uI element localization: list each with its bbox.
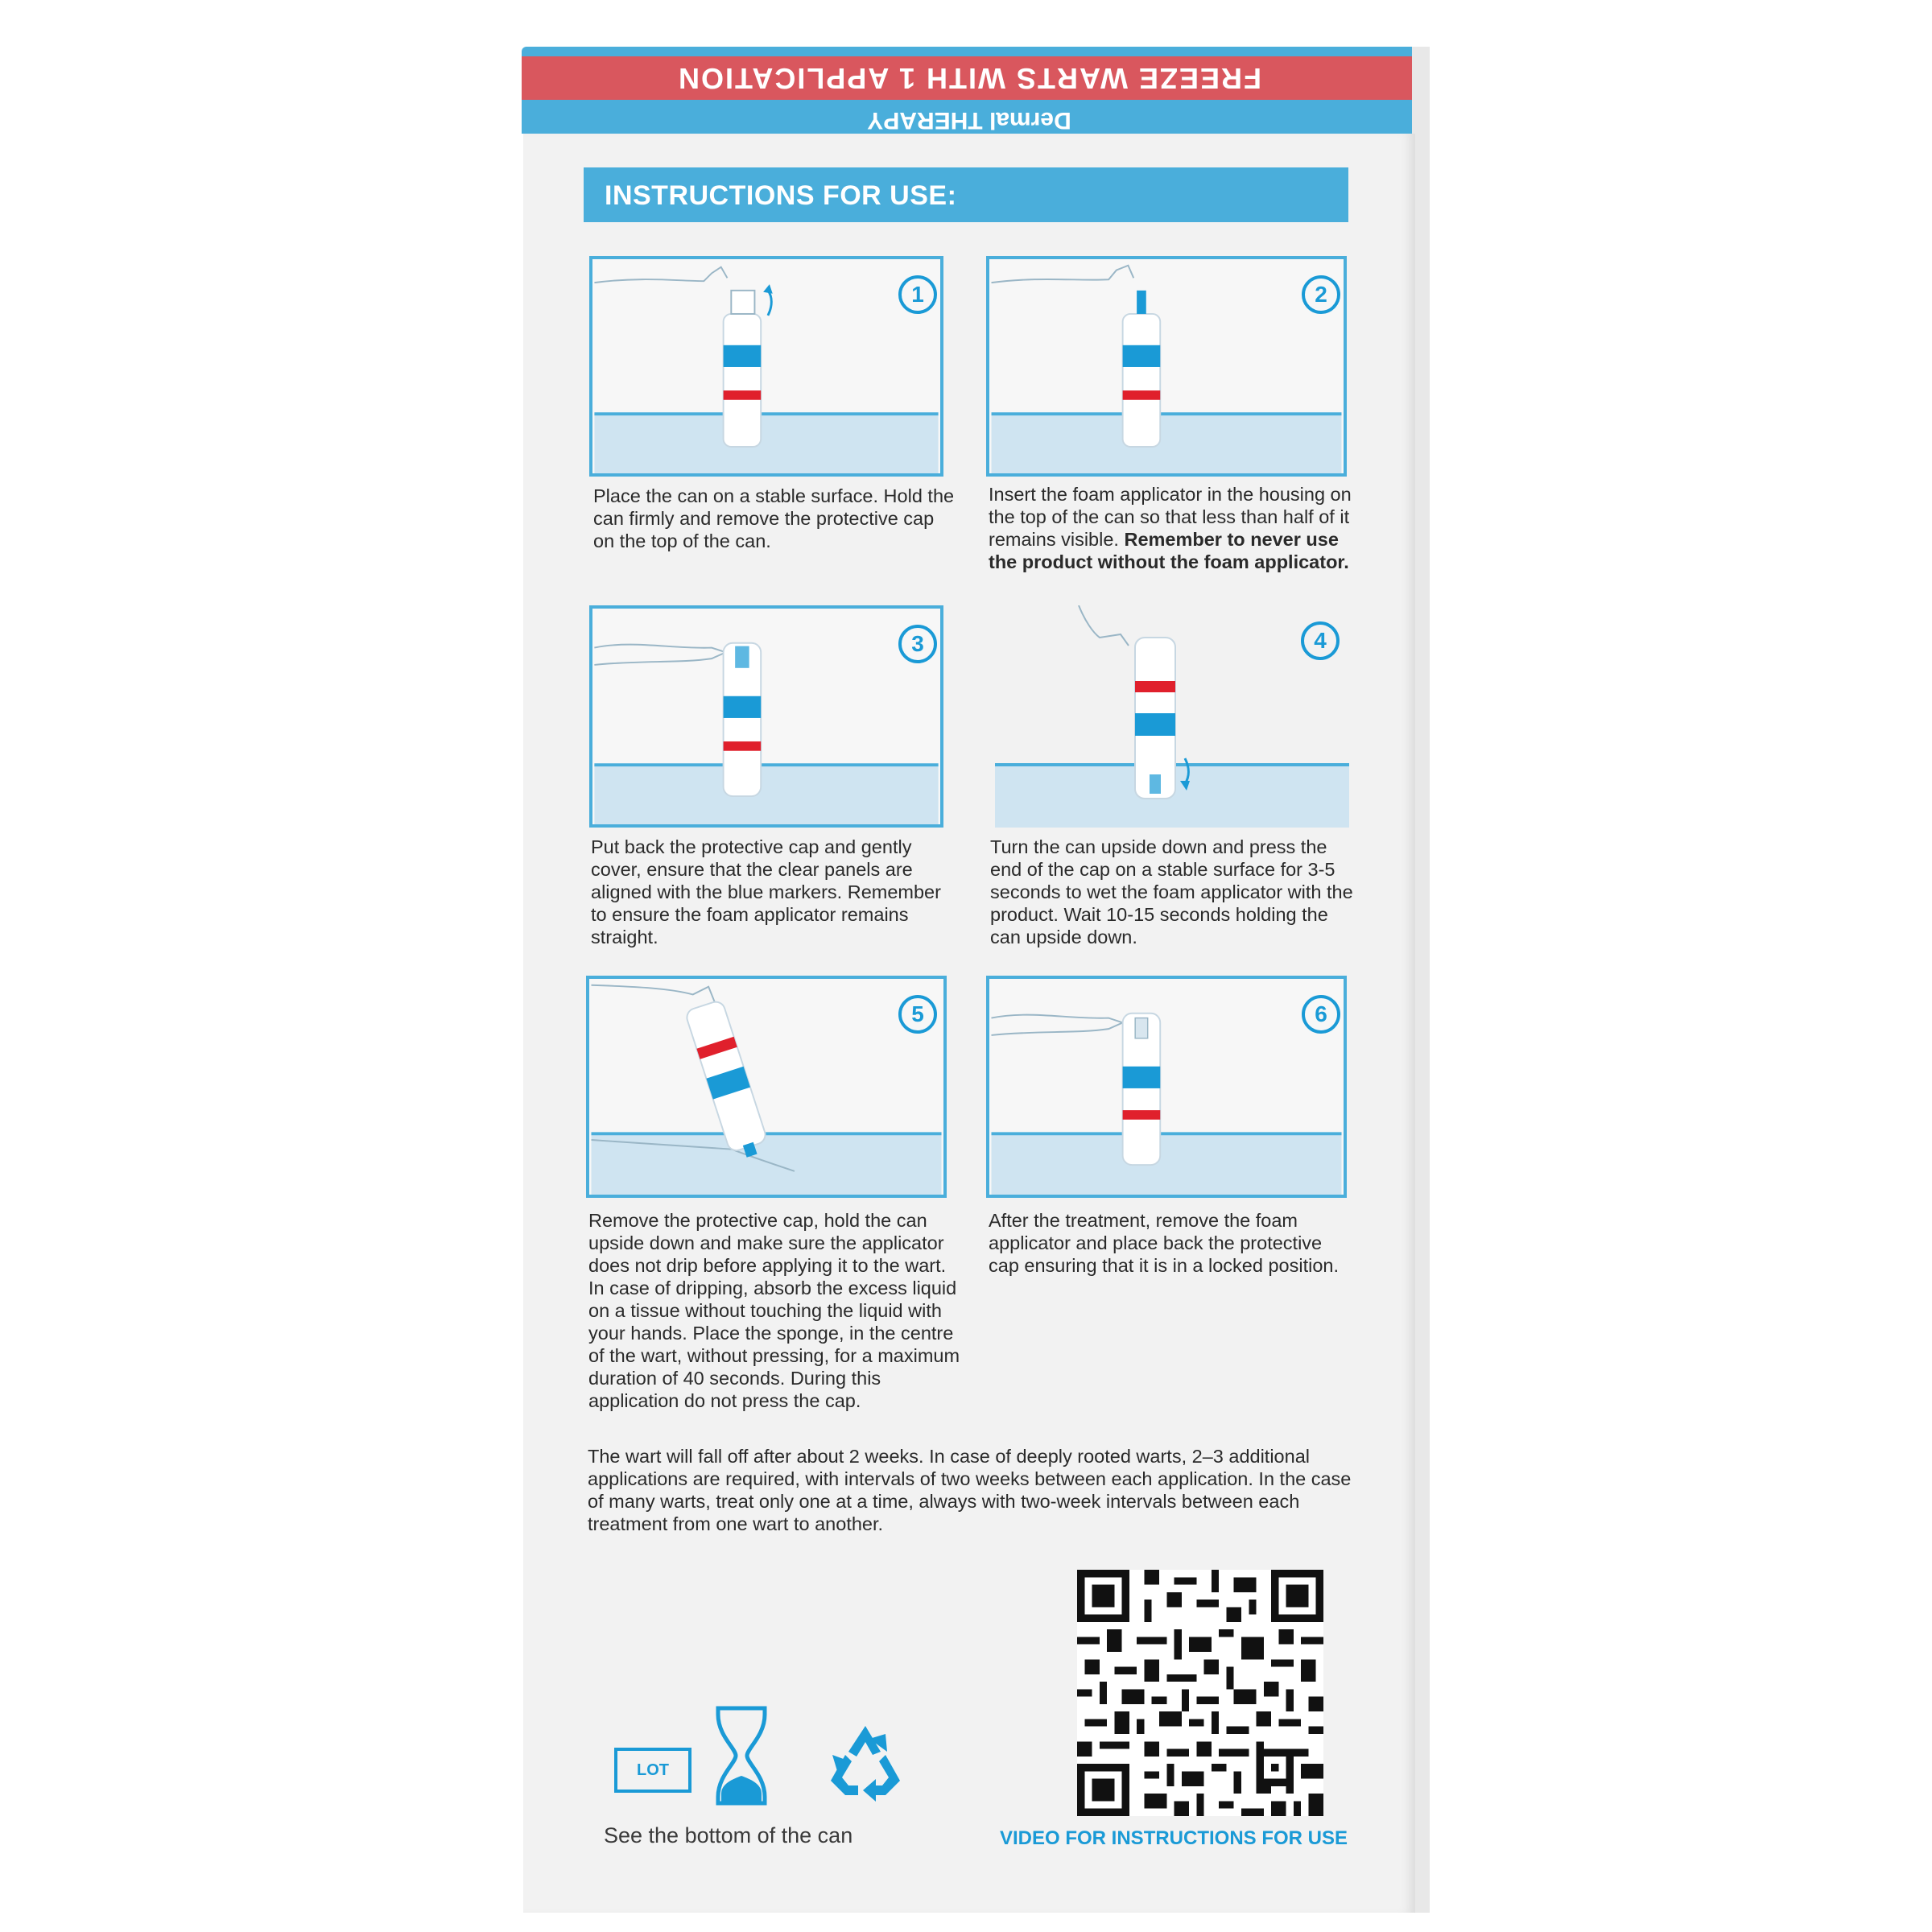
box-top-flap bbox=[522, 47, 1417, 134]
step-2-text bbox=[989, 483, 1359, 573]
step-3-drawing bbox=[592, 609, 940, 824]
red-band bbox=[522, 56, 1417, 100]
instructions-header bbox=[584, 167, 1348, 222]
step-3-illustration bbox=[589, 605, 943, 828]
lot-box-icon: LOT bbox=[614, 1748, 691, 1793]
final-note: The wart will fall off after about 2 weeks. In case of deeply rooted warts, 2–3 additional applications are required, with intervals of two weeks between each application. In the case of many warts, treat only one at a time, always with two-week intervals between each treatment from one wart to another. bbox=[588, 1446, 1352, 1534]
band-text: FREEZE WARTS WITH 1 APPLICATION bbox=[677, 62, 1261, 95]
step-5-illustration bbox=[586, 976, 947, 1198]
step-2-number: 2 bbox=[1302, 275, 1340, 314]
step-2-drawing bbox=[989, 259, 1344, 473]
step-4-text: Turn the can upside down and press the end of the cap on a stable surface for 3-5 seconds to wet the foam applicator with the product. Wait 10-15 seconds holding the can upside down. bbox=[990, 836, 1353, 947]
step-2-illustration bbox=[986, 256, 1347, 477]
qr-code[interactable] bbox=[1077, 1570, 1323, 1816]
step-1-text: Place the can on a stable surface. Hold the can firmly and remove the protective cap on the top of the can. bbox=[593, 485, 955, 551]
step-4-drawing bbox=[992, 605, 1349, 828]
step-1-drawing bbox=[592, 259, 940, 473]
step-6-number: 6 bbox=[1302, 995, 1340, 1034]
step-5-number: 5 bbox=[898, 995, 937, 1034]
step-2-text-regular: Insert the foam applicator in the housing on the top of the can so that less than half of it remains visible. bbox=[989, 484, 1352, 550]
see-bottom-label: See the bottom of the can bbox=[604, 1823, 853, 1847]
recycle-icon bbox=[821, 1723, 910, 1803]
step-4-illustration bbox=[992, 605, 1349, 828]
brand-logo: Dermal THERAPY bbox=[867, 107, 1071, 134]
step-5-text: Remove the protective cap, hold the can upside down and make sure the applicator does not drip before applying it to the wart. In case of dripping, absorb the excess liquid on a tissue without touching the liquid with your hands. Place the sponge, in the centre of the wart, without pressing, for a maximum duration of 40 seconds. During this application do not press the cap. bbox=[588, 1210, 960, 1411]
hourglass-icon bbox=[713, 1703, 770, 1808]
instructions-title: INSTRUCTIONS FOR USE: bbox=[605, 180, 957, 211]
step-1-number: 1 bbox=[898, 275, 937, 314]
step-5-drawing bbox=[589, 979, 943, 1195]
step-6-text: After the treatment, remove the foam applicator and place back the protective cap ensuring that it is in a locked position. bbox=[989, 1210, 1340, 1276]
step-3-number: 3 bbox=[898, 625, 937, 663]
step-4-number: 4 bbox=[1301, 621, 1340, 660]
step-6-illustration bbox=[986, 976, 1347, 1198]
step-1-illustration bbox=[589, 256, 943, 477]
step-3-text: Put back the protective cap and gently cover, ensure that the clear panels are aligned with the blue markers. Remember to ensure the foam applicator remains straight. bbox=[591, 836, 941, 947]
step-2-text-bold: Remember to never use the product without the foam applicator. bbox=[989, 529, 1349, 572]
step-6-drawing bbox=[989, 979, 1344, 1195]
video-instructions-label[interactable]: VIDEO FOR INSTRUCTIONS FOR USE bbox=[1000, 1827, 1348, 1849]
